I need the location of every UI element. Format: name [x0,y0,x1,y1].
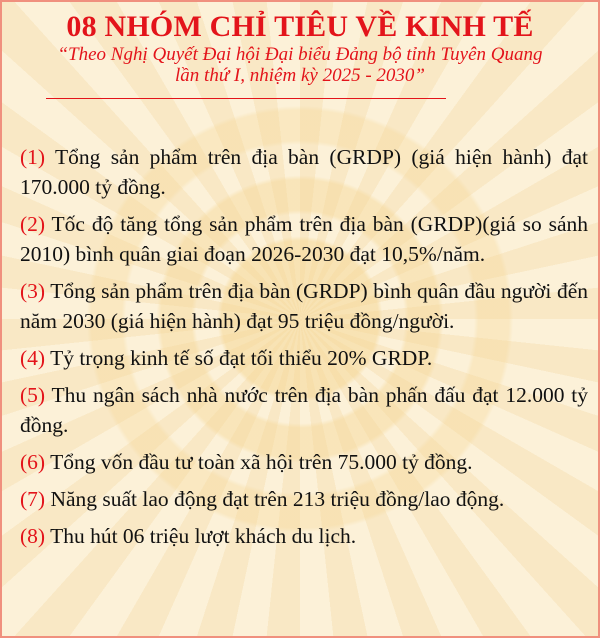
item-number: (4) [20,346,46,370]
indicator-item [20,380,588,440]
item-text: Thu hút 06 triệu lượt khách du lịch. [45,524,357,548]
divider [46,98,446,99]
item-number: (2) [20,212,46,236]
item-text: Tổng sản phẩm trên địa bàn (GRDP) bình quân đầu người đến năm 2030 (giá hiện hành) đạt 95 triệu đồng/người. [20,279,588,333]
indicator-item [20,447,588,477]
subtitle-line-1: “Theo Nghị Quyết Đại hội Đại biểu Đảng bộ tỉnh Tuyên Quang [57,44,543,65]
item-text: Tỷ trọng kinh tế số đạt tối thiểu 20% GRDP. [45,346,433,370]
indicator-item [20,343,588,373]
item-text: Tốc độ tăng tổng sản phẩm trên địa bàn (GRDP)(giá so sánh 2010) bình quân giai đoạn 2026-2030 đạt 10,5%/năm. [20,212,588,266]
indicator-list [20,142,588,558]
indicator-item [20,484,588,514]
item-text: Tổng sản phẩm trên địa bàn (GRDP) (giá hiện hành) đạt 170.000 tỷ đồng. [20,145,588,199]
indicator-item [20,276,588,336]
item-number: (5) [20,383,46,407]
item-number: (3) [20,279,46,303]
subtitle-line-2: lần thứ I, nhiệm kỳ 2025 - 2030” [175,65,425,86]
indicator-item [20,209,588,269]
indicator-item [20,142,588,202]
item-text: Tổng vốn đầu tư toàn xã hội trên 75.000 tỷ đồng. [45,450,473,474]
item-number: (6) [20,450,46,474]
item-text: Năng suất lao động đạt trên 213 triệu đồng/lao động. [45,487,505,511]
item-number: (1) [20,145,46,169]
item-number: (8) [20,524,46,548]
page-title: 08 NHÓM CHỈ TIÊU VỀ KINH TẾ [66,10,534,43]
item-number: (7) [20,487,46,511]
header [2,10,598,99]
item-text: Thu ngân sách nhà nước trên địa bàn phấn đấu đạt 12.000 tỷ đồng. [20,383,588,437]
indicator-item [20,521,588,551]
